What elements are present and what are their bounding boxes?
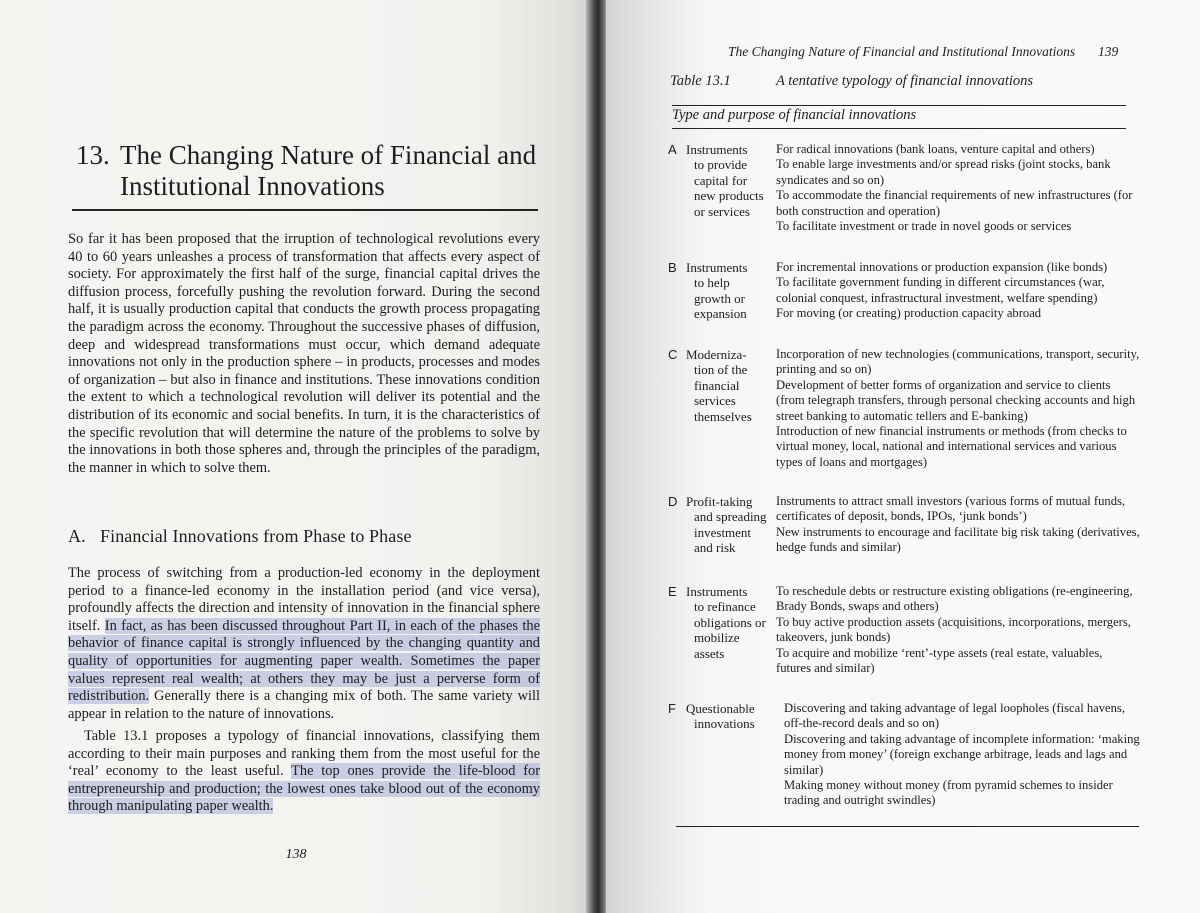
purpose-item: For incremental innovations or production expansion (like bonds) [776,260,1108,274]
left-page-number: 138 [285,847,307,862]
purpose-item: New instruments to encourage and facilitate big risk taking (derivatives, hedge funds and similar) [776,524,1140,555]
purpose-item: For moving (or creating) production capacity abroad [776,306,1042,321]
purpose-item: Discovering and taking advantage of incomplete information: ‘making money from money’ (foreign exchange arbitrage, leads and lags and similar) [784,731,1140,777]
table-top-rule [672,105,1126,106]
section-paragraph-1 [68,565,540,723]
table-header-rule [672,128,1126,129]
table-caption-number: Table 13.1 [670,73,731,89]
row-type-line: innovations [694,716,755,732]
row-type-line: Questionable [686,701,755,716]
highlighted-text: The top ones provide the life-blood for entrepreneurship and production; the lowest ones take blood out of the economy through manipulating paper wealth. [68,763,540,815]
row-type [686,701,792,732]
chapter-title [76,140,546,202]
section-letter: A. [68,526,86,546]
row-type-line: and risk [694,540,736,556]
row-letter: C [668,347,678,362]
row-type-line: investment [694,524,752,540]
right-page-number: 139 [1098,44,1119,59]
row-type-line: expansion [694,306,747,322]
purpose-item: To buy active production assets (acquisitions, incorporations, mergers, takeovers, junk bonds) [776,614,1131,645]
purpose-item: To enable large investments and/or spread risks (joint stocks, bank syndicates and so on) [776,157,1111,187]
row-type-line: to refinance [694,599,756,615]
purpose-item: Making money without money (from pyramid schemes to insider trading and outright swindles) [784,778,1113,808]
row-type-line: assets [694,645,725,661]
row-type-line: tion of the [694,362,748,378]
table-caption-title: A tentative typology of financial innovations [776,73,1034,89]
row-type-line: Instruments [686,584,748,599]
purpose-item: To accommodate the financial requirements of new infrastructures (for both construction and operation) [776,188,1133,218]
row-purposes [776,260,1140,322]
row-letter: F [668,701,676,716]
row-purposes [776,494,1140,556]
row-type-line: to help [694,275,730,291]
row-type-line: mobilize [694,630,740,646]
row-purposes [776,142,1140,234]
purpose-item: Incorporation of new technologies (communications, transport, security, printing and so on) [776,347,1140,377]
section-paragraph-2 [68,728,540,816]
running-head: The Changing Nature of Financial and Institutional Innovations [728,44,1076,59]
row-purposes [776,584,1140,676]
row-purposes [776,347,1140,470]
title-rule [72,209,538,211]
row-type-line: capital for [694,172,748,188]
paragraph-text: The process of switching from a production-led economy in the deployment period to a finance-led economy in the installation period (and vice versa), profoundly affects the direction and intensity of innovation in the financial sphere itself. [68,565,540,634]
intro-paragraph: So far it has been proposed that the irruption of technological revolutions every 40 to 60 years unleashes a process of transformation that affects every aspect of society. For approximately the first half of the surge, financial capital drives the diffusion process, forcefully pushing the revolution forward. During the second half, it is usually production capital that conducts the growth process propagating the paradigm across the economy. Throughout the successive phases of diffusion, deep and widespread transformations must occur, which demand adequate innovations not only in the production sphere – in products, processes and modes of organization – but also in finance and institutions. These innovations condition the extent to which a technological revolution will deliver its potential and the distribution of its economic and social benefits. In turn, it is the characteristics of the specific revolution that will determine the nature of the problems to solve by the innovations in both those spheres and, through the principles of the paradigm, the manner in which to solve them. [68,231,540,476]
purpose-item: Development of better forms of organization and service to clients (from telegraph transfers, through personal checking accounts and high street banking to automatic tellers and E-banking) [776,377,1136,423]
paragraph-text: Generally there is a changing mix of both. The same variety will appear in relation to the nature of innovations. [68,688,540,722]
purpose-item: Introduction of new financial instruments or methods (from checks to virtual money, local, national and international services and various types of loans and mortgages) [776,424,1127,469]
row-type [686,584,774,661]
row-type-line: themselves [694,408,752,424]
section-heading [68,526,412,547]
row-letter: D [668,494,678,509]
purpose-item: To acquire and mobilize ‘rent’-type assets (real estate, valuables, futures and similar) [776,645,1103,676]
purpose-item: To facilitate investment or trade in novel goods or services [776,219,1072,234]
row-type-line: Profit-taking [686,494,753,509]
row-type [686,260,774,322]
row-purposes [784,701,1142,809]
row-type-line: Instruments [686,260,748,275]
row-type-line: financial [694,377,740,393]
row-type-line: Moderniza- [686,347,747,362]
table-column-header: Type and purpose of financial innovations [672,107,917,123]
row-type-line: new products [694,188,764,204]
row-letter: E [668,584,677,599]
row-type [686,142,774,219]
section-title: Financial Innovations from Phase to Phase [100,526,412,546]
book-gutter [586,0,608,913]
purpose-item: To facilitate government funding in different circumstances (war, colonial conquest, infrastructural investment, welfare spending) [776,275,1105,305]
paragraph-text: Table 13.1 proposes a typology of financial innovations, classifying them according to their main purposes and ranking them from the most useful for the ‘real’ economy to the least useful. [68,728,540,780]
purpose-item: For radical innovations (bank loans, venture capital and others) [776,142,1095,156]
table-bottom-rule [676,826,1139,827]
highlighted-text: In fact, as has been discussed throughout Part II, in each of the phases the behavior of finance capital is strongly influenced by the changing quantity and quality of opportunities for augmenting paper wealth. Sometimes the paper values represent real wealth; at others they may be just a perverse form of redistribution. [68,617,540,705]
row-letter: B [668,260,677,275]
table-caption [670,73,1033,90]
purpose-item: Discovering and taking advantage of legal loopholes (fiscal havens, off-the-record deals and so on) [784,701,1125,731]
row-type-line: to provide [694,157,748,173]
row-type [686,347,774,424]
row-type-line: or services [694,203,750,219]
row-type [686,494,774,556]
purpose-item: To reschedule debts or restructure existing obligations (re-engineering, Brady Bonds, swaps and others) [776,584,1133,614]
row-type-line: growth or [694,290,745,306]
chapter-title-line1: The Changing Nature of Financial and [120,140,537,170]
row-type-line: Instruments [686,142,748,157]
chapter-number: 13. [76,140,110,170]
row-type-line: obligations or [694,614,766,630]
chapter-title-line2: Institutional Innovations [120,171,385,201]
row-letter: A [668,142,677,157]
row-type-line: services [694,393,736,409]
purpose-item: Instruments to attract small investors (various forms of mutual funds, certificates of deposit, bonds, IPOs, ‘junk bonds’) [776,494,1126,524]
row-type-line: and spreading [694,509,767,525]
